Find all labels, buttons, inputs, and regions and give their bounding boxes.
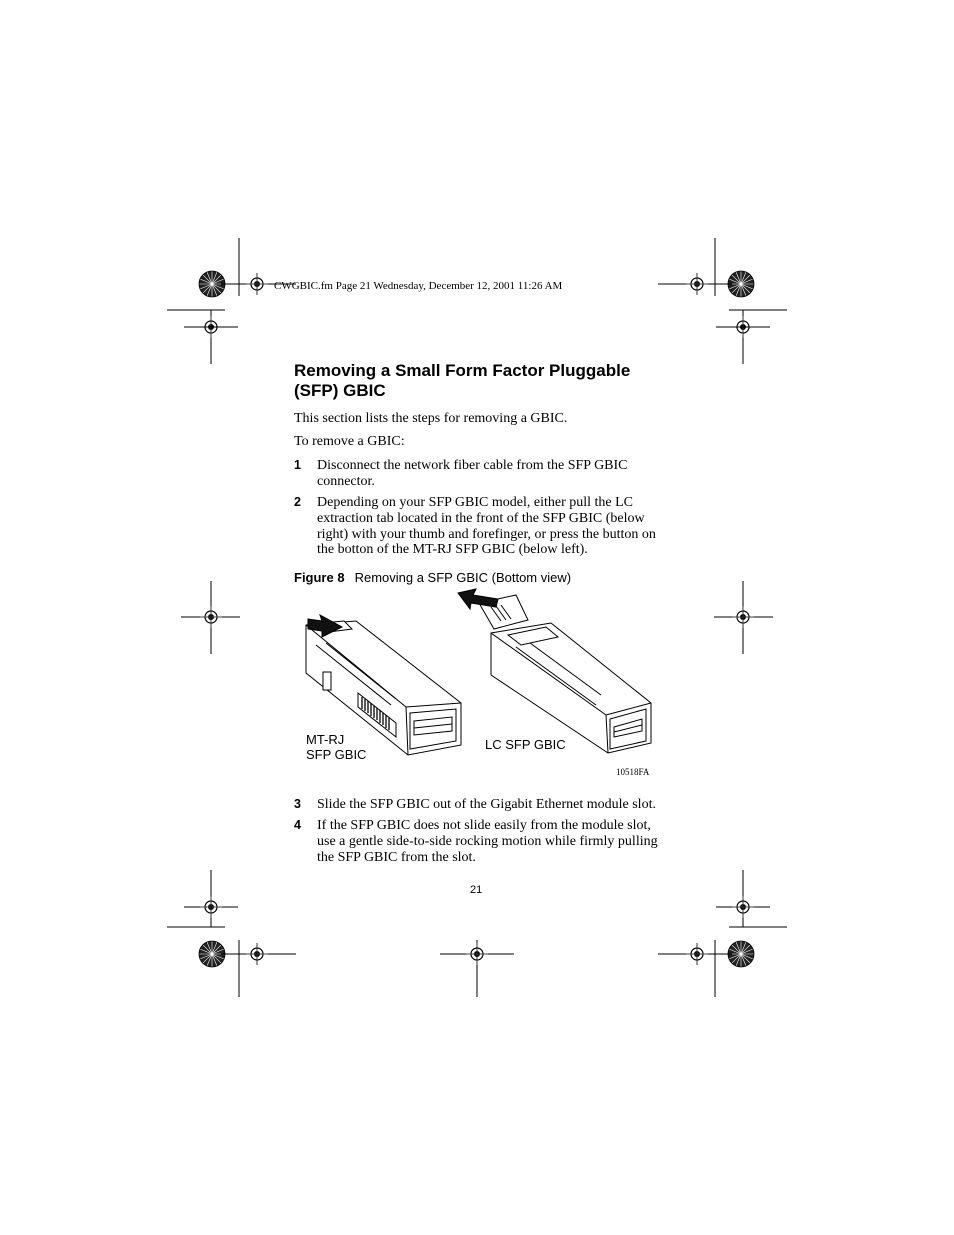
step-line: Depending on your SFP GBIC model, either pull the LC [317,495,634,510]
step-line: right) with your thumb and forefinger, or press the button on [317,526,656,542]
step-line: the SFP GBIC from the slot. [317,849,476,865]
step-line: use a gentle side-to-side rocking motion while firmly pulling [317,833,658,849]
section-title-line-2: (SFP) GBIC [294,381,386,400]
step-4 [294,818,664,868]
pull-arrow-icon [458,589,498,609]
section-title [294,361,714,401]
mtrj-label-line-1: MT-RJ [306,732,345,747]
intro-paragraph: This section lists the steps for removing a GBIC. [294,411,568,426]
step-1 [294,458,664,492]
step-number: 4 [294,818,301,832]
figure-caption-text: Removing a SFP GBIC (Bottom view) [354,570,572,585]
step-line: extraction tab located in the front of the SFP GBIC (below [317,510,645,526]
step-line: Disconnect the network fiber cable from the SFP GBIC [317,458,628,473]
lc-label: LC SFP GBIC [485,737,566,752]
step-line: Slide the SFP GBIC out of the Gigabit Ethernet module slot. [317,797,656,812]
running-head: CWGBIC.fm Page 21 Wednesday, December 12, 2001 11:26 AM [274,280,563,292]
lc-module-drawing [479,595,651,753]
step-2 [294,495,664,561]
page-number: 21 [470,884,483,896]
step-3 [294,797,664,815]
step-line: the botton of the MT-RJ SFP GBIC (below left). [317,542,588,558]
mtrj-label [306,732,366,762]
step-line: If the SFP GBIC does not slide easily from the module slot, [317,818,651,833]
figure-id: 10518FA [616,767,650,777]
step-line: connector. [317,473,375,489]
step-number: 3 [294,797,301,811]
figure-caption [294,570,571,585]
section-title-line-1: Removing a Small Form Factor Pluggable [294,361,631,380]
intro-lead-in: To remove a GBIC: [294,434,405,449]
mtrj-label-line-2: SFP GBIC [306,747,367,762]
step-number: 1 [294,458,301,472]
figure-label: Figure 8 [294,570,345,585]
step-number: 2 [294,495,301,509]
